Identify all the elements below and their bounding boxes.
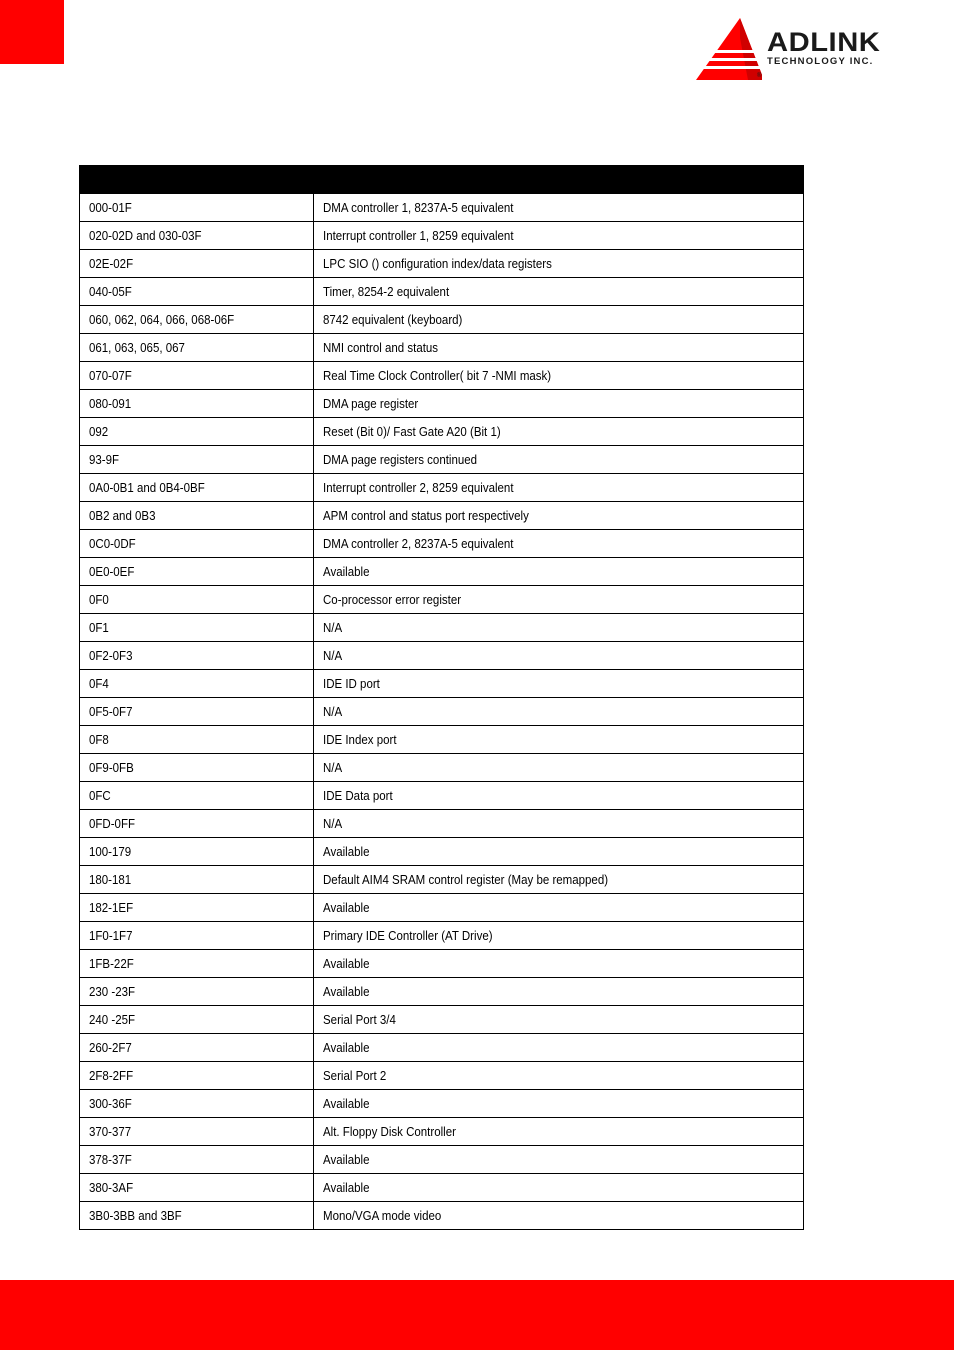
table-row (80, 1146, 804, 1174)
description-cell-text: N/A (323, 760, 343, 775)
address-cell (80, 950, 314, 978)
address-cell (80, 978, 314, 1006)
description-cell (314, 390, 804, 418)
description-cell-text: Alt. Floppy Disk Controller (323, 1124, 456, 1139)
address-cell-text: 0F8 (89, 732, 109, 747)
description-cell (314, 782, 804, 810)
address-cell (80, 1090, 314, 1118)
description-cell (314, 250, 804, 278)
description-cell (314, 278, 804, 306)
table-body (80, 194, 804, 1230)
table-row (80, 502, 804, 530)
table-row (80, 474, 804, 502)
address-cell-text: 020-02D and 030-03F (89, 228, 202, 243)
description-cell-text: DMA controller 2, 8237A-5 equivalent (323, 536, 514, 551)
address-cell-text: 0F2-0F3 (89, 648, 133, 663)
description-cell (314, 894, 804, 922)
address-cell (80, 1006, 314, 1034)
table-row (80, 810, 804, 838)
description-cell (314, 558, 804, 586)
description-cell-text: APM control and status port respectively (323, 508, 529, 523)
description-cell-text: N/A (323, 648, 343, 663)
adlink-logo (696, 18, 910, 84)
description-cell-text: Available (323, 900, 370, 915)
brand-subtitle: TECHNOLOGY INC. (767, 56, 874, 67)
description-cell (314, 838, 804, 866)
io-address-map-table (79, 165, 804, 1230)
address-cell (80, 250, 314, 278)
table-row (80, 530, 804, 558)
address-cell-text: 2F8-2FF (89, 1068, 134, 1083)
table-row (80, 278, 804, 306)
description-cell-text: Co-processor error register (323, 592, 462, 607)
corner-accent-block (0, 0, 64, 64)
address-cell (80, 1174, 314, 1202)
description-cell (314, 474, 804, 502)
description-cell (314, 1062, 804, 1090)
address-cell-text: 0B2 and 0B3 (89, 508, 156, 523)
address-cell (80, 1202, 314, 1230)
address-cell-text: 100-179 (89, 844, 132, 859)
address-cell-text: 0E0-0EF (89, 564, 135, 579)
description-cell (314, 306, 804, 334)
address-cell-text: 1FB-22F (89, 956, 134, 971)
table-row (80, 922, 804, 950)
table-row (80, 250, 804, 278)
address-cell-text: 061, 063, 065, 067 (89, 340, 185, 355)
description-cell-text: Primary IDE Controller (AT Drive) (323, 928, 493, 943)
address-cell (80, 390, 314, 418)
address-cell-text: 300-36F (89, 1096, 132, 1111)
table-row (80, 978, 804, 1006)
address-cell (80, 642, 314, 670)
description-cell (314, 1202, 804, 1230)
table-row (80, 1034, 804, 1062)
address-cell (80, 1062, 314, 1090)
address-cell-text: 378-37F (89, 1152, 132, 1167)
table-row (80, 446, 804, 474)
address-cell-text: 0F9-0FB (89, 760, 134, 775)
table-row (80, 586, 804, 614)
address-cell (80, 922, 314, 950)
description-cell-text: Available (323, 564, 370, 579)
table-row (80, 894, 804, 922)
description-cell-text: Interrupt controller 2, 8259 equivalent (323, 480, 514, 495)
table-row (80, 1006, 804, 1034)
description-cell (314, 334, 804, 362)
address-cell (80, 838, 314, 866)
address-cell (80, 222, 314, 250)
table-row (80, 950, 804, 978)
description-cell (314, 1146, 804, 1174)
address-cell-text: 0C0-0DF (89, 536, 136, 551)
address-cell-text: 080-091 (89, 396, 132, 411)
address-cell (80, 418, 314, 446)
description-cell-text: Reset (Bit 0)/ Fast Gate A20 (Bit 1) (323, 424, 501, 439)
registered-mark: ® (757, 73, 762, 79)
description-cell-text: 8742 equivalent (keyboard) (323, 312, 463, 327)
address-cell (80, 194, 314, 222)
address-cell-text: 230 -23F (89, 984, 136, 999)
address-cell-text: 1F0-1F7 (89, 928, 133, 943)
address-cell (80, 726, 314, 754)
description-cell-text: IDE Index port (323, 732, 397, 747)
description-cell (314, 698, 804, 726)
address-cell (80, 1146, 314, 1174)
address-cell-text: 060, 062, 064, 066, 068-06F (89, 312, 235, 327)
description-cell-text: Available (323, 1180, 370, 1195)
description-cell (314, 586, 804, 614)
address-cell (80, 698, 314, 726)
address-cell (80, 306, 314, 334)
table-row (80, 334, 804, 362)
description-cell (314, 194, 804, 222)
address-cell-text: 240 -25F (89, 1012, 136, 1027)
description-cell-text: IDE ID port (323, 676, 380, 691)
description-cell-text: Available (323, 1040, 370, 1055)
address-cell (80, 782, 314, 810)
address-cell (80, 474, 314, 502)
address-cell (80, 614, 314, 642)
table-row (80, 1062, 804, 1090)
description-cell (314, 614, 804, 642)
table-row (80, 1202, 804, 1230)
description-cell (314, 1118, 804, 1146)
address-cell-text: 260-2F7 (89, 1040, 132, 1055)
address-cell-text: 0FC (89, 788, 111, 803)
description-cell-text: DMA page registers continued (323, 452, 478, 467)
address-cell-text: 0F5-0F7 (89, 704, 133, 719)
table-row (80, 390, 804, 418)
address-cell (80, 530, 314, 558)
address-cell (80, 278, 314, 306)
table-row (80, 194, 804, 222)
description-cell-text: Available (323, 1096, 370, 1111)
description-cell (314, 642, 804, 670)
description-cell-text: N/A (323, 620, 343, 635)
description-cell-text: Interrupt controller 1, 8259 equivalent (323, 228, 514, 243)
address-cell (80, 670, 314, 698)
address-cell-text: 070-07F (89, 368, 132, 383)
header-cell-description (314, 166, 804, 194)
address-cell-text: 0FD-0FF (89, 816, 135, 831)
description-cell-text: Default AIM4 SRAM control register (May be remapped) (323, 872, 609, 887)
description-cell-text: Serial Port 3/4 (323, 1012, 396, 1027)
table-row (80, 698, 804, 726)
description-cell-text: Mono/VGA mode video (323, 1208, 442, 1223)
table-row (80, 838, 804, 866)
table-row (80, 754, 804, 782)
address-cell-text: 02E-02F (89, 256, 134, 271)
table-row (80, 726, 804, 754)
description-cell-text: LPC SIO () configuration index/data registers (323, 256, 552, 271)
description-cell (314, 754, 804, 782)
address-cell-text: 040-05F (89, 284, 132, 299)
address-cell (80, 1034, 314, 1062)
description-cell-text: Serial Port 2 (323, 1068, 387, 1083)
table-row (80, 1090, 804, 1118)
address-cell-text: 370-377 (89, 1124, 132, 1139)
address-cell-text: 000-01F (89, 200, 132, 215)
address-cell-text: 93-9F (89, 452, 120, 467)
table-row (80, 1174, 804, 1202)
address-cell (80, 810, 314, 838)
description-cell-text: N/A (323, 704, 343, 719)
table-header-row (80, 166, 804, 194)
description-cell (314, 530, 804, 558)
description-cell (314, 726, 804, 754)
description-cell-text: Available (323, 1152, 370, 1167)
description-cell (314, 1006, 804, 1034)
address-cell-text: 182-1EF (89, 900, 134, 915)
description-cell (314, 1090, 804, 1118)
table-row (80, 222, 804, 250)
description-cell-text: IDE Data port (323, 788, 393, 803)
address-cell-text: 380-3AF (89, 1180, 134, 1195)
table-row (80, 614, 804, 642)
table-row (80, 670, 804, 698)
description-cell-text: Timer, 8254-2 equivalent (323, 284, 450, 299)
description-cell (314, 950, 804, 978)
address-cell (80, 362, 314, 390)
description-cell (314, 1174, 804, 1202)
table-row (80, 866, 804, 894)
address-cell-text: 0F1 (89, 620, 109, 635)
address-cell-text: 0F0 (89, 592, 109, 607)
description-cell (314, 418, 804, 446)
address-cell (80, 502, 314, 530)
description-cell-text: NMI control and status (323, 340, 439, 355)
description-cell-text: Available (323, 844, 370, 859)
table-row (80, 642, 804, 670)
description-cell-text: N/A (323, 816, 343, 831)
table-row (80, 306, 804, 334)
address-cell (80, 866, 314, 894)
address-cell-text: 0F4 (89, 676, 109, 691)
address-cell (80, 446, 314, 474)
adlink-triangle-icon (696, 18, 762, 84)
table-row (80, 418, 804, 446)
address-cell-text: 092 (89, 424, 109, 439)
description-cell-text: Real Time Clock Controller( bit 7 -NMI mask) (323, 368, 552, 383)
table-row (80, 362, 804, 390)
address-cell (80, 558, 314, 586)
description-cell (314, 446, 804, 474)
description-cell (314, 978, 804, 1006)
address-cell (80, 754, 314, 782)
description-cell (314, 362, 804, 390)
table-row (80, 782, 804, 810)
address-cell-text: 180-181 (89, 872, 132, 887)
address-cell-text: 0A0-0B1 and 0B4-0BF (89, 480, 205, 495)
description-cell (314, 670, 804, 698)
address-cell-text: 3B0-3BB and 3BF (89, 1208, 182, 1223)
description-cell (314, 502, 804, 530)
description-cell-text: Available (323, 956, 370, 971)
description-cell-text: Available (323, 984, 370, 999)
footer-accent-band (0, 1280, 954, 1350)
description-cell-text: DMA controller 1, 8237A-5 equivalent (323, 200, 514, 215)
description-cell (314, 866, 804, 894)
description-cell-text: DMA page register (323, 396, 419, 411)
address-cell (80, 1118, 314, 1146)
description-cell (314, 1034, 804, 1062)
description-cell (314, 810, 804, 838)
address-cell (80, 334, 314, 362)
table-row (80, 1118, 804, 1146)
description-cell (314, 922, 804, 950)
header-cell-address (80, 166, 314, 194)
description-cell (314, 222, 804, 250)
address-cell (80, 894, 314, 922)
table-row (80, 558, 804, 586)
address-cell (80, 586, 314, 614)
brand-name: ADLINK (767, 27, 881, 57)
